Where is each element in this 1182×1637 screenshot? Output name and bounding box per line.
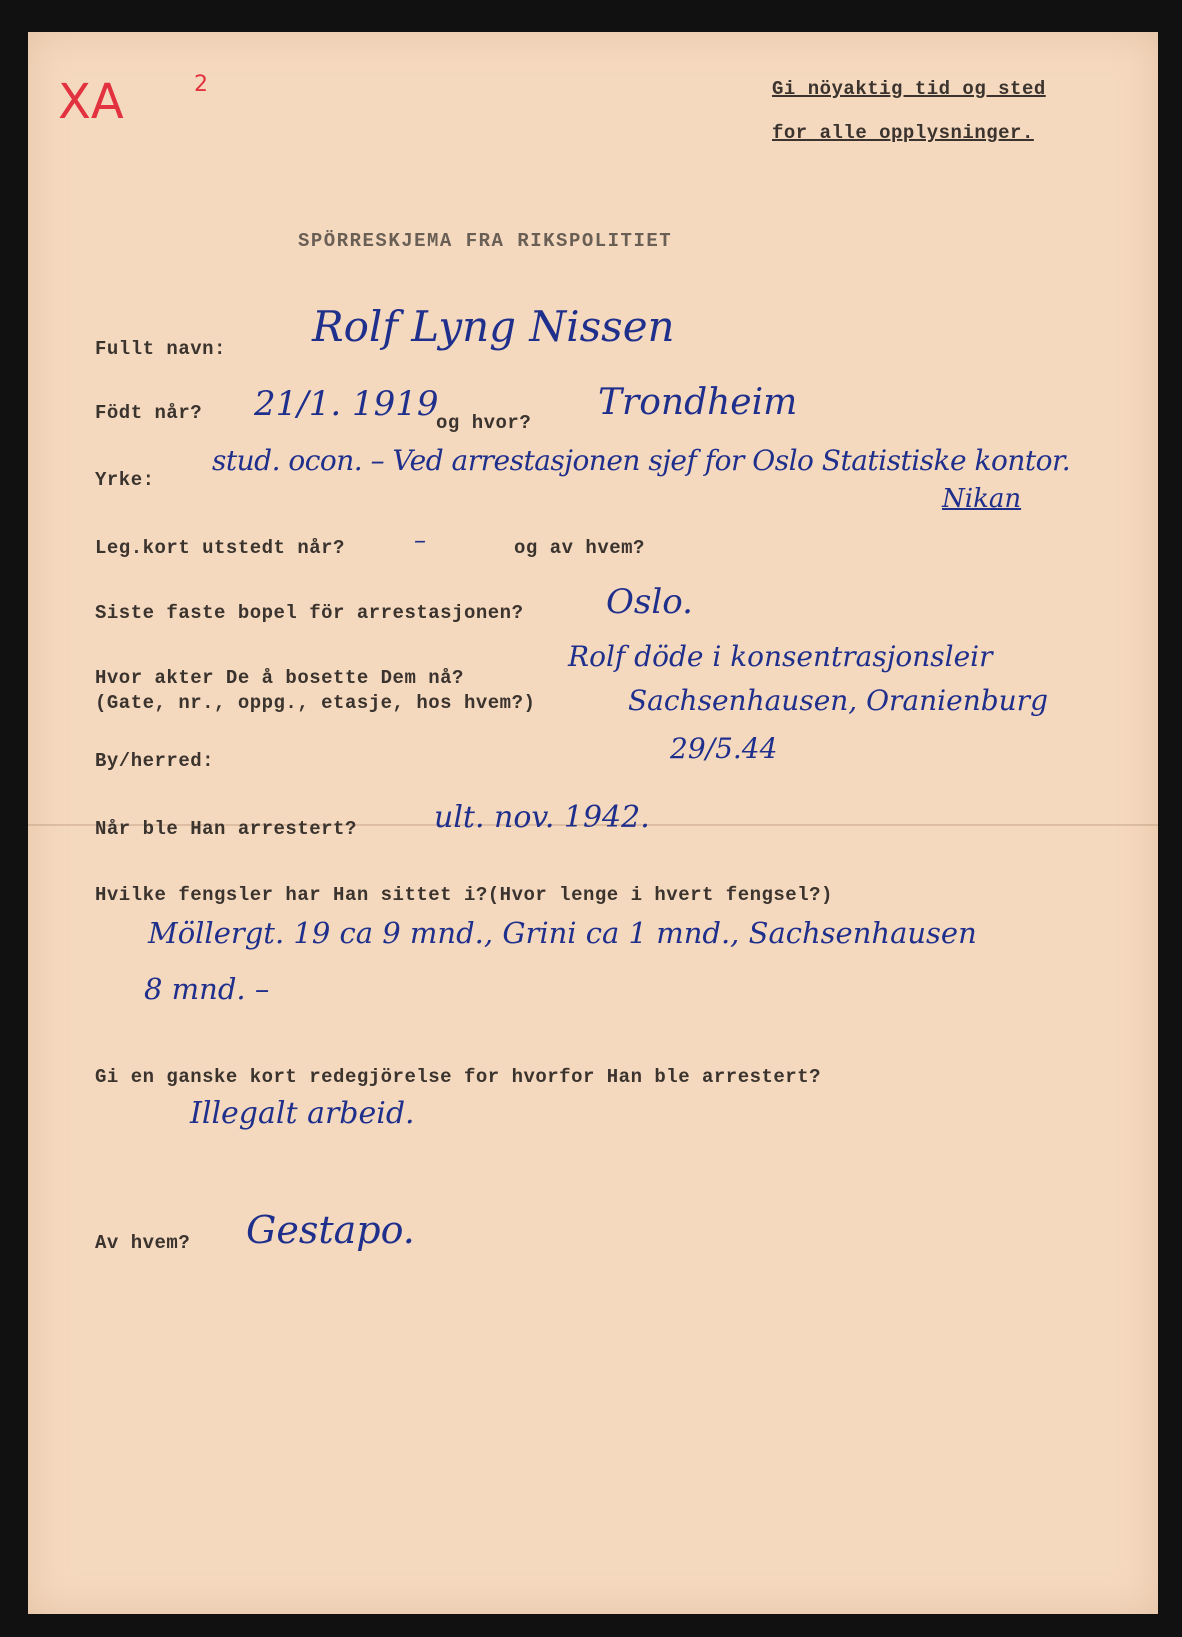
last-address-label: Siste faste bopel för arrestasjonen?: [95, 602, 524, 624]
id-card-value: –: [414, 526, 426, 554]
corner-mark-code: XA: [58, 74, 124, 130]
reason-value: Illegalt arbeid.: [190, 1096, 415, 1131]
by-whom-value: Gestapo.: [246, 1208, 415, 1252]
id-card-label: Leg.kort utstedt når?: [95, 537, 345, 559]
born-when-label: Födt når?: [95, 402, 203, 424]
reason-label: Gi en ganske kort redegjörelse for hvorfor Han ble arrestert?: [95, 1066, 822, 1088]
occupation-label: Yrke:: [95, 469, 155, 491]
prisons-value-1: Möllergt. 19 ca 9 mnd., Grini ca 1 mnd., Sachsenhausen: [148, 916, 977, 950]
corner-mark: [58, 74, 124, 130]
prisons-label: Hvilke fengsler har Han sittet i?(Hvor lenge i hvert fengsel?): [95, 884, 833, 906]
born-where-label: og hvor?: [436, 412, 532, 434]
last-address-value: Oslo.: [606, 582, 693, 622]
form-sheet: [28, 32, 1158, 1614]
settle-label: Hvor akter De å bosette Dem nå?: [95, 667, 464, 689]
full-name-value: Rolf Lyng Nissen: [312, 302, 675, 351]
by-whom-label: Av hvem?: [95, 1232, 191, 1254]
settle-value-2: Sachsenhausen, Oranienburg: [628, 684, 1048, 717]
born-when-value: 21/1. 1919: [254, 384, 439, 424]
settle-sub-label: (Gate, nr., oppg., etasje, hos hvem?): [95, 692, 536, 714]
settle-value-1: Rolf döde i konsentrasjonsleir: [568, 640, 993, 673]
instruction-line-1: Gi nöyaktig tid og sted: [772, 78, 1046, 100]
occupation-note: Nikan: [942, 484, 1022, 514]
town-label: By/herred:: [95, 750, 215, 772]
full-name-label: Fullt navn:: [95, 338, 226, 360]
instruction-line-2: for alle opplysninger.: [772, 122, 1034, 144]
corner-mark-sup: 2: [194, 72, 208, 97]
form-title: SPÖRRESKJEMA FRA RIKSPOLITIET: [298, 230, 673, 252]
prisons-value-2: 8 mnd. –: [144, 972, 270, 1006]
arrested-when-value: ult. nov. 1942.: [434, 800, 650, 835]
occupation-value: stud. ocon. – Ved arrestasjonen sjef for Oslo Statistiske kontor.: [212, 444, 1071, 477]
id-card-by-label: og av hvem?: [514, 537, 645, 559]
born-where-value: Trondheim: [598, 382, 798, 423]
arrested-when-label: Når ble Han arrestert?: [95, 818, 357, 840]
settle-value-3: 29/5.44: [670, 732, 778, 765]
